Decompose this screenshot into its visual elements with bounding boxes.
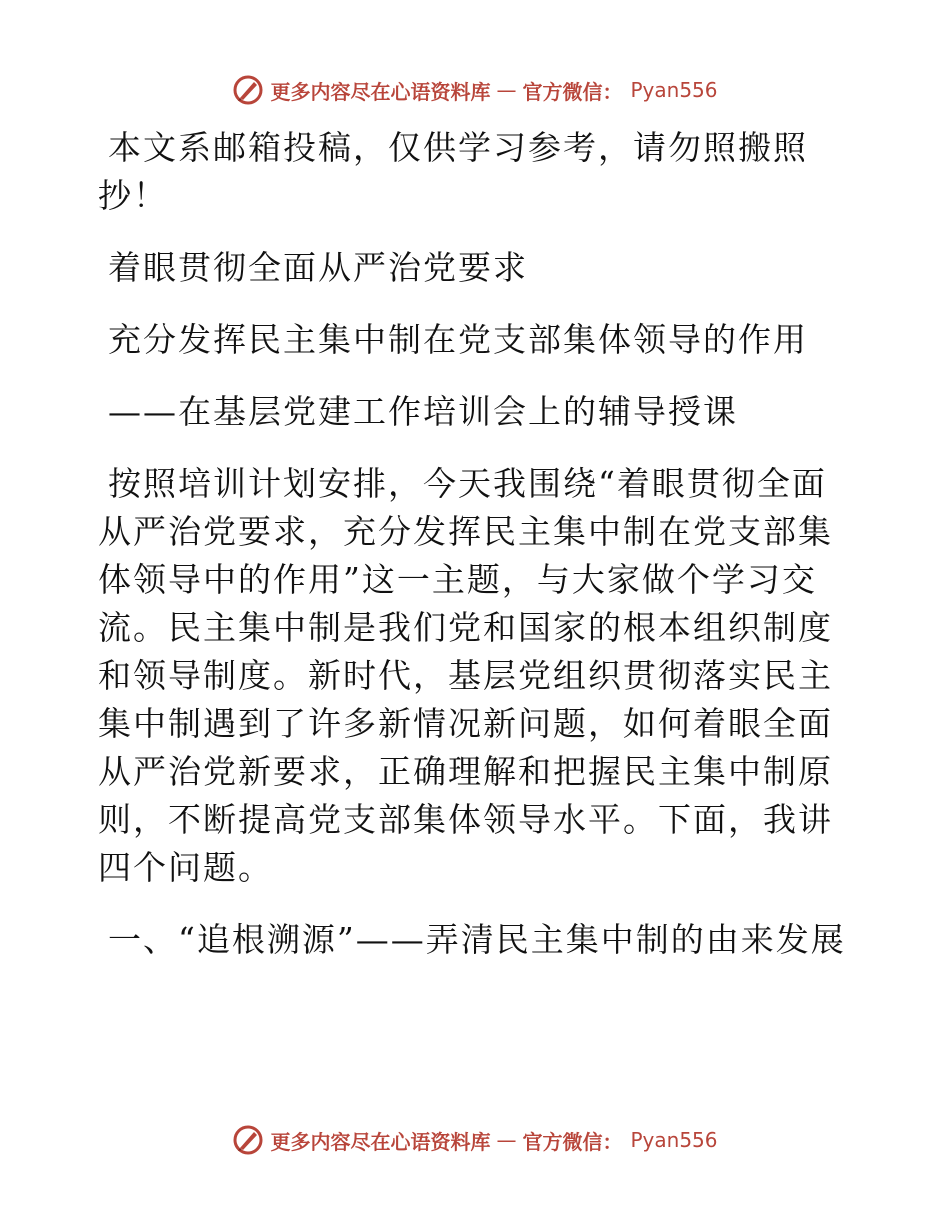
header-watermark [0, 70, 950, 110]
watermark-group [232, 1124, 717, 1156]
watermark-text: 更多内容尽在心语资料库 [270, 79, 491, 104]
watermark-group [232, 74, 717, 106]
intro-paragraph: 按照培训计划安排，今天我围绕“着眼贯彻全面从严治党要求，充分发挥民主集中制在党支部集体领导中的作用”这一主题，与大家做个学习交流。民主集中制是我们党和国家的根本组织制度和领导制度。新时代，基层党组织贯彻落实民主集中制遇到了许多新情况新问题，如何着眼全面从严治党新要求，正确理解和把握民主集中制原则，不断提高党支部集体领导水平。下面，我讲四个问题。 [98, 464, 833, 887]
notice-paragraph: 本文系邮箱投稿，仅供学习参考，请勿照搬照抄！ [98, 128, 808, 215]
subtitle: ——在基层党建工作培训会上的辅导授课 [108, 392, 738, 431]
section-heading-1: 一、“追根溯源”——弄清民主集中制的由来发展 [108, 920, 846, 959]
watermark-label: 官方微信： [522, 79, 623, 104]
quill-pen-logo-icon [232, 74, 264, 106]
footer-watermark [0, 1120, 950, 1160]
watermark-text: 更多内容尽在心语资料库 [270, 1129, 491, 1154]
watermark-dash: — [496, 1128, 517, 1152]
title-line-1: 着眼贯彻全面从严治党要求 [108, 248, 528, 287]
quill-pen-logo-icon [232, 1124, 264, 1156]
title-line-2: 充分发挥民主集中制在党支部集体领导的作用 [108, 320, 808, 359]
watermark-handle: Pyan556 [630, 78, 718, 102]
document-body [98, 124, 858, 964]
watermark-dash: — [496, 78, 517, 102]
watermark-handle: Pyan556 [630, 1128, 718, 1152]
watermark-label: 官方微信： [522, 1129, 623, 1154]
